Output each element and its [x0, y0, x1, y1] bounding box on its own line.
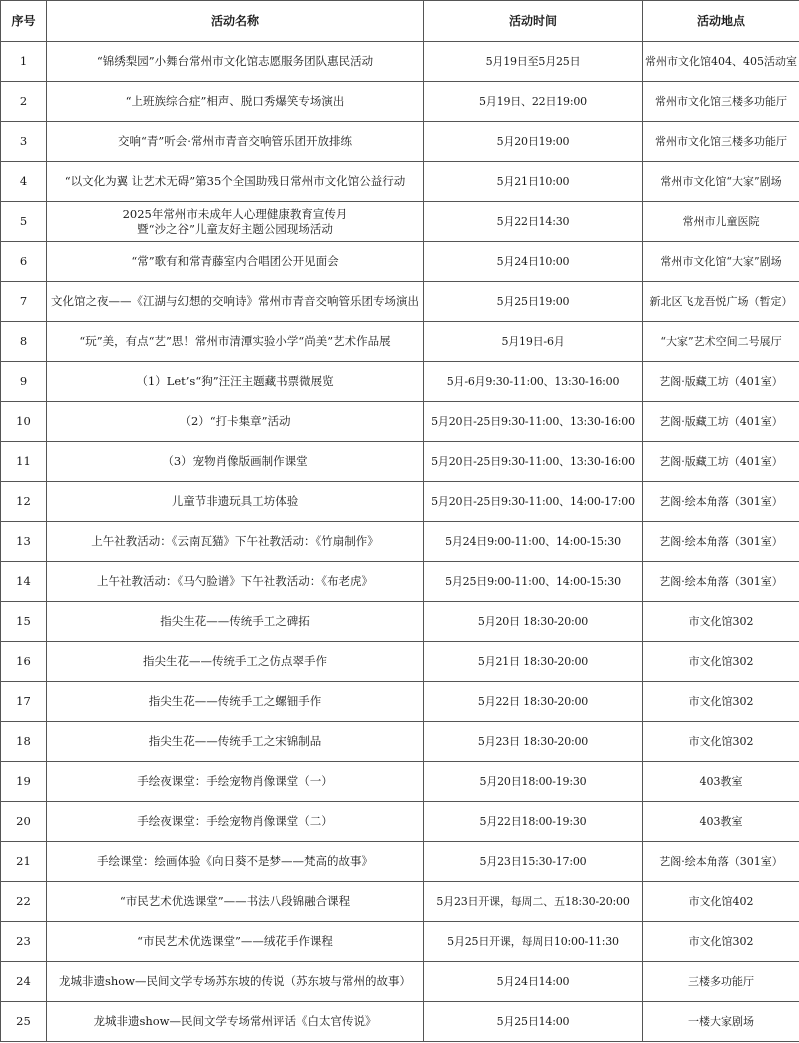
header-time: 活动时间 — [424, 1, 643, 42]
cell-no: 18 — [1, 722, 47, 762]
cell-place: 三楼多功能厅 — [643, 962, 799, 1002]
cell-place: 艺阁·绘本角落（301室） — [643, 842, 799, 882]
cell-time: 5月25日19:00 — [424, 282, 643, 322]
cell-no: 10 — [1, 402, 47, 442]
cell-name: 指尖生花——传统手工之螺钿手作 — [47, 682, 424, 722]
cell-place: 市文化馆402 — [643, 882, 799, 922]
cell-name: “锦绣梨园”小舞台常州市文化馆志愿服务团队惠民活动 — [47, 42, 424, 82]
cell-place: 市文化馆302 — [643, 642, 799, 682]
cell-time: 5月23日 18:30-20:00 — [424, 722, 643, 762]
cell-place: 市文化馆302 — [643, 922, 799, 962]
cell-time: 5月19日-6月 — [424, 322, 643, 362]
cell-no: 16 — [1, 642, 47, 682]
table-row — [1, 882, 799, 922]
cell-place: 艺阁·绘本角落（301室） — [643, 482, 799, 522]
cell-time: 5月20日19:00 — [424, 122, 643, 162]
cell-no: 22 — [1, 882, 47, 922]
cell-name: 儿童节非遗玩具工坊体验 — [47, 482, 424, 522]
cell-name: （3）宠物肖像版画制作课堂 — [47, 442, 424, 482]
cell-no: 14 — [1, 562, 47, 602]
table-row — [1, 962, 799, 1002]
table-row — [1, 522, 799, 562]
table-row — [1, 802, 799, 842]
cell-name: 手绘夜课堂：手绘宠物肖像课堂（一） — [47, 762, 424, 802]
cell-time: 5月22日14:30 — [424, 202, 643, 242]
cell-no: 25 — [1, 1002, 47, 1042]
cell-place: 常州市文化馆404、405活动室 — [643, 42, 799, 82]
cell-name: 手绘课堂：绘画体验《向日葵不是梦——梵高的故事》 — [47, 842, 424, 882]
cell-time: 5月24日14:00 — [424, 962, 643, 1002]
cell-name: 2025年常州市未成年人心理健康教育宣传月 暨“沙之谷”儿童友好主题公园现场活动 — [47, 202, 424, 242]
cell-time: 5月20日-25日9:30-11:00、13:30-16:00 — [424, 442, 643, 482]
cell-no: 11 — [1, 442, 47, 482]
cell-place: 艺阁·版藏工坊（401室） — [643, 442, 799, 482]
cell-place: 市文化馆302 — [643, 682, 799, 722]
cell-no: 6 — [1, 242, 47, 282]
cell-time: 5月23日15:30-17:00 — [424, 842, 643, 882]
cell-name: 龙城非遗show—民间文学专场常州评话《白太官传说》 — [47, 1002, 424, 1042]
cell-name: “以文化为翼 让艺术无碍”第35个全国助残日常州市文化馆公益行动 — [47, 162, 424, 202]
table-row — [1, 42, 799, 82]
cell-name: 手绘夜课堂：手绘宠物肖像课堂（二） — [47, 802, 424, 842]
cell-time: 5月23日开课，每周二、五18:30-20:00 — [424, 882, 643, 922]
cell-time: 5月21日10:00 — [424, 162, 643, 202]
cell-no: 4 — [1, 162, 47, 202]
cell-place: 常州市文化馆三楼多功能厅 — [643, 122, 799, 162]
cell-place: 一楼大家剧场 — [643, 1002, 799, 1042]
cell-no: 7 — [1, 282, 47, 322]
cell-time: 5月19日至5月25日 — [424, 42, 643, 82]
table-row — [1, 362, 799, 402]
cell-name: 上午社教活动：《马勺脸谱》下午社教活动：《布老虎》 — [47, 562, 424, 602]
table-row — [1, 842, 799, 882]
header-no: 序号 — [1, 1, 47, 42]
cell-place: 艺阁·版藏工坊（401室） — [643, 362, 799, 402]
cell-name: 指尖生花——传统手工之宋锦制品 — [47, 722, 424, 762]
cell-name: 指尖生花——传统手工之仿点翠手作 — [47, 642, 424, 682]
table-body — [1, 42, 799, 1042]
cell-place: 常州市文化馆“大家”剧场 — [643, 242, 799, 282]
cell-place: 艺阁·版藏工坊（401室） — [643, 402, 799, 442]
table-row — [1, 282, 799, 322]
table-row — [1, 1002, 799, 1042]
cell-no: 17 — [1, 682, 47, 722]
table-row — [1, 762, 799, 802]
cell-time: 5月25日开课，每周日10:00-11:30 — [424, 922, 643, 962]
cell-time: 5月25日9:00-11:00、14:00-15:30 — [424, 562, 643, 602]
cell-place: 403教室 — [643, 802, 799, 842]
cell-time: 5月20日18:00-19:30 — [424, 762, 643, 802]
header-name: 活动名称 — [47, 1, 424, 42]
cell-no: 9 — [1, 362, 47, 402]
cell-name: “市民艺术优选课堂”——书法八段锦融合课程 — [47, 882, 424, 922]
cell-no: 15 — [1, 602, 47, 642]
cell-name: “市民艺术优选课堂”——绒花手作课程 — [47, 922, 424, 962]
table-header-row — [1, 1, 799, 42]
cell-name: 上午社教活动：《云南瓦猫》下午社教活动：《竹扇制作》 — [47, 522, 424, 562]
cell-no: 1 — [1, 42, 47, 82]
table-row — [1, 402, 799, 442]
cell-time: 5月24日9:00-11:00、14:00-15:30 — [424, 522, 643, 562]
cell-no: 12 — [1, 482, 47, 522]
cell-name: “上班族综合症”相声、脱口秀爆笑专场演出 — [47, 82, 424, 122]
cell-time: 5月21日 18:30-20:00 — [424, 642, 643, 682]
cell-no: 5 — [1, 202, 47, 242]
table-row — [1, 202, 799, 242]
table-row — [1, 442, 799, 482]
table-row — [1, 162, 799, 202]
table-row — [1, 602, 799, 642]
cell-place: 常州市儿童医院 — [643, 202, 799, 242]
cell-name: 指尖生花——传统手工之碑拓 — [47, 602, 424, 642]
table-row — [1, 642, 799, 682]
table-row — [1, 82, 799, 122]
cell-name: （1）Let’s“狗”汪汪主题藏书票微展览 — [47, 362, 424, 402]
cell-no: 19 — [1, 762, 47, 802]
cell-place: 市文化馆302 — [643, 602, 799, 642]
cell-name: 文化馆之夜——《江湖与幻想的交响诗》常州市青音交响管乐团专场演出 — [47, 282, 424, 322]
cell-name: （2）“打卡集章”活动 — [47, 402, 424, 442]
cell-place: 常州市文化馆三楼多功能厅 — [643, 82, 799, 122]
table-row — [1, 482, 799, 522]
cell-time: 5月19日、22日19:00 — [424, 82, 643, 122]
cell-no: 8 — [1, 322, 47, 362]
cell-no: 3 — [1, 122, 47, 162]
cell-no: 24 — [1, 962, 47, 1002]
cell-name: “常”歌有和常青藤室内合唱团公开见面会 — [47, 242, 424, 282]
cell-time: 5月25日14:00 — [424, 1002, 643, 1042]
cell-name: 交响“青”听会·常州市青音交响管乐团开放排练 — [47, 122, 424, 162]
cell-name: 龙城非遗show—民间文学专场苏东坡的传说（苏东坡与常州的故事） — [47, 962, 424, 1002]
table-row — [1, 562, 799, 602]
table-row — [1, 922, 799, 962]
table-row — [1, 122, 799, 162]
cell-place: 新北区飞龙吾悦广场（暂定） — [643, 282, 799, 322]
cell-no: 20 — [1, 802, 47, 842]
cell-place: “大家”艺术空间二号展厅 — [643, 322, 799, 362]
table-row — [1, 242, 799, 282]
cell-time: 5月22日18:00-19:30 — [424, 802, 643, 842]
cell-time: 5月-6月9:30-11:00、13:30-16:00 — [424, 362, 643, 402]
cell-no: 21 — [1, 842, 47, 882]
table-row — [1, 682, 799, 722]
cell-name: “玩”美，有点“艺”思！常州市清潭实验小学“尚美”艺术作品展 — [47, 322, 424, 362]
cell-place: 403教室 — [643, 762, 799, 802]
cell-time: 5月22日 18:30-20:00 — [424, 682, 643, 722]
cell-place: 艺阁·绘本角落（301室） — [643, 522, 799, 562]
cell-no: 13 — [1, 522, 47, 562]
table-row — [1, 722, 799, 762]
cell-place: 艺阁·绘本角落（301室） — [643, 562, 799, 602]
cell-time: 5月20日 18:30-20:00 — [424, 602, 643, 642]
header-place: 活动地点 — [643, 1, 799, 42]
cell-no: 2 — [1, 82, 47, 122]
cell-place: 市文化馆302 — [643, 722, 799, 762]
table-row — [1, 322, 799, 362]
cell-time: 5月24日10:00 — [424, 242, 643, 282]
cell-time: 5月20日-25日9:30-11:00、14:00-17:00 — [424, 482, 643, 522]
cell-no: 23 — [1, 922, 47, 962]
cell-time: 5月20日-25日9:30-11:00、13:30-16:00 — [424, 402, 643, 442]
cell-place: 常州市文化馆“大家”剧场 — [643, 162, 799, 202]
